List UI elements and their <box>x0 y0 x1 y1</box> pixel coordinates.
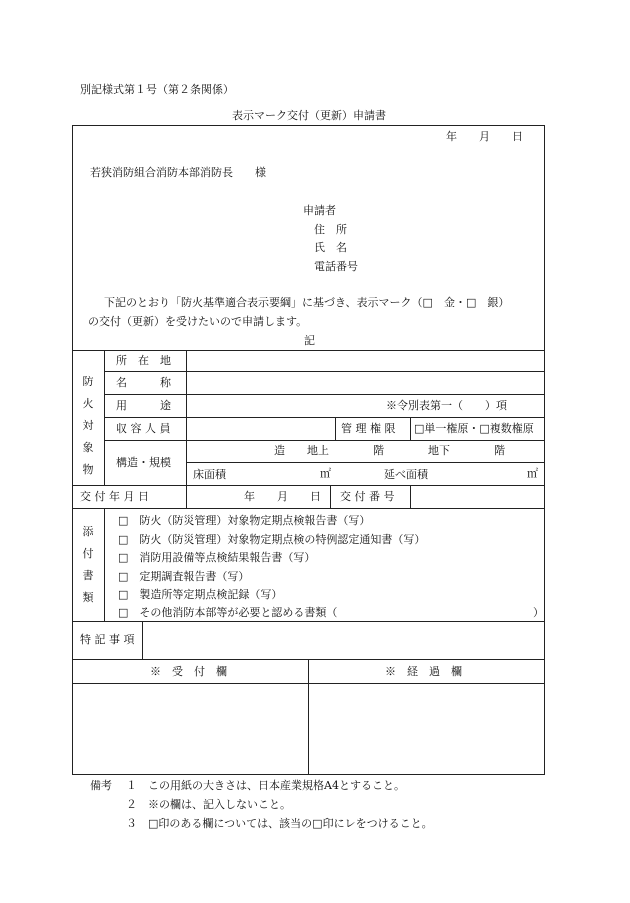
note-item: １ この用紙の大きさは、日本産業規格A4とすること。 <box>126 779 405 792</box>
reception-label: ※ 受 付 欄 <box>150 665 227 678</box>
capacity-label: 収 容 人 員 <box>116 422 171 435</box>
applicant-phone-label[interactable]: 電話番号 <box>314 260 358 273</box>
name-field[interactable] <box>188 374 543 391</box>
total-area-unit: ㎡ <box>527 467 538 480</box>
divider <box>410 417 411 440</box>
request-text-line2: の交付（更新）を受けたいので申請します。 <box>88 315 308 328</box>
form-title: 表示マーク交付（更新）申請書 <box>232 109 386 122</box>
date-line[interactable]: 年 月 日 <box>446 130 523 143</box>
name-label: 名 称 <box>116 376 171 389</box>
divider <box>72 350 545 351</box>
location-label: 所 在 地 <box>116 354 171 367</box>
form-label: 別記様式第１号（第２条関係） <box>80 83 234 96</box>
progress-label: ※ 経 過 欄 <box>385 665 462 678</box>
note-item: ２ ※の欄は、記入しないこと。 <box>126 798 291 811</box>
divider <box>104 508 105 621</box>
applicant-name-label[interactable]: 氏 名 <box>314 241 347 254</box>
attachment-close-paren: ） <box>533 606 544 619</box>
total-area-label: 延べ面積 <box>384 468 428 481</box>
applicant-address-label[interactable]: 住 所 <box>314 223 347 236</box>
target-group-label: 防火対象物 <box>82 375 94 476</box>
issue-number-field[interactable] <box>412 487 543 506</box>
divider <box>186 350 187 508</box>
attachment-item[interactable]: □ 消防用設備等点検結果報告書（写） <box>118 551 316 564</box>
structure-line[interactable]: 造 地上 階 地下 階 <box>274 444 505 457</box>
applicant-heading: 申請者 <box>303 204 336 217</box>
divider <box>186 462 545 463</box>
request-text-line1: 下記のとおり「防火基準適合表示要綱」に基づき、表示マーク（□ 金・□ 銀） <box>104 296 510 309</box>
attachment-item[interactable]: □ 防火（防災管理）対象物定期点検の特例認定通知書（写） <box>118 533 426 546</box>
notes-heading: 備考 <box>90 779 112 792</box>
use-note[interactable]: ※令別表第一（ ）項 <box>386 399 507 412</box>
attachments-group-label: 添付書類 <box>82 525 94 604</box>
divider <box>104 350 105 485</box>
use-label: 用 途 <box>116 399 171 412</box>
structure-label: 構造・規模 <box>116 456 171 469</box>
divider <box>104 440 545 441</box>
ki-label: 記 <box>304 334 315 347</box>
divider <box>104 371 545 372</box>
attachment-item[interactable]: □ その他消防本部等が必要と認める書類（ <box>118 606 338 619</box>
floor-area-unit: ㎡ <box>320 467 331 480</box>
authority-options[interactable]: □単一権原・□複数権原 <box>414 422 534 435</box>
divider <box>335 417 336 440</box>
divider <box>104 417 545 418</box>
issue-date-label: 交 付 年 月 日 <box>80 490 149 503</box>
floor-area-label: 床面積 <box>193 468 226 481</box>
attachment-item[interactable]: □ 防火（防災管理）対象物定期点検報告書（写） <box>118 514 371 527</box>
special-notes-field[interactable] <box>144 623 543 657</box>
note-item: ３ □印のある欄については、該当の□印にレをつけること。 <box>126 817 433 830</box>
divider <box>104 394 545 395</box>
issue-date-value[interactable]: 年 月 日 <box>244 490 321 503</box>
divider <box>142 621 143 659</box>
location-field[interactable] <box>188 352 543 369</box>
attachment-item[interactable]: □ 製造所等定期点検記録（写） <box>118 588 283 601</box>
issue-number-label: 交 付 番 号 <box>340 490 395 503</box>
divider <box>308 659 309 775</box>
special-notes-label: 特 記 事 項 <box>80 633 135 646</box>
divider <box>410 485 411 508</box>
attachment-item[interactable]: □ 定期調査報告書（写） <box>118 570 250 583</box>
divider <box>330 485 331 508</box>
divider <box>72 508 545 509</box>
authority-label: 管 理 権 限 <box>341 422 396 435</box>
addressee: 若狭消防組合消防本部消防長 様 <box>90 166 266 179</box>
divider <box>72 485 545 486</box>
